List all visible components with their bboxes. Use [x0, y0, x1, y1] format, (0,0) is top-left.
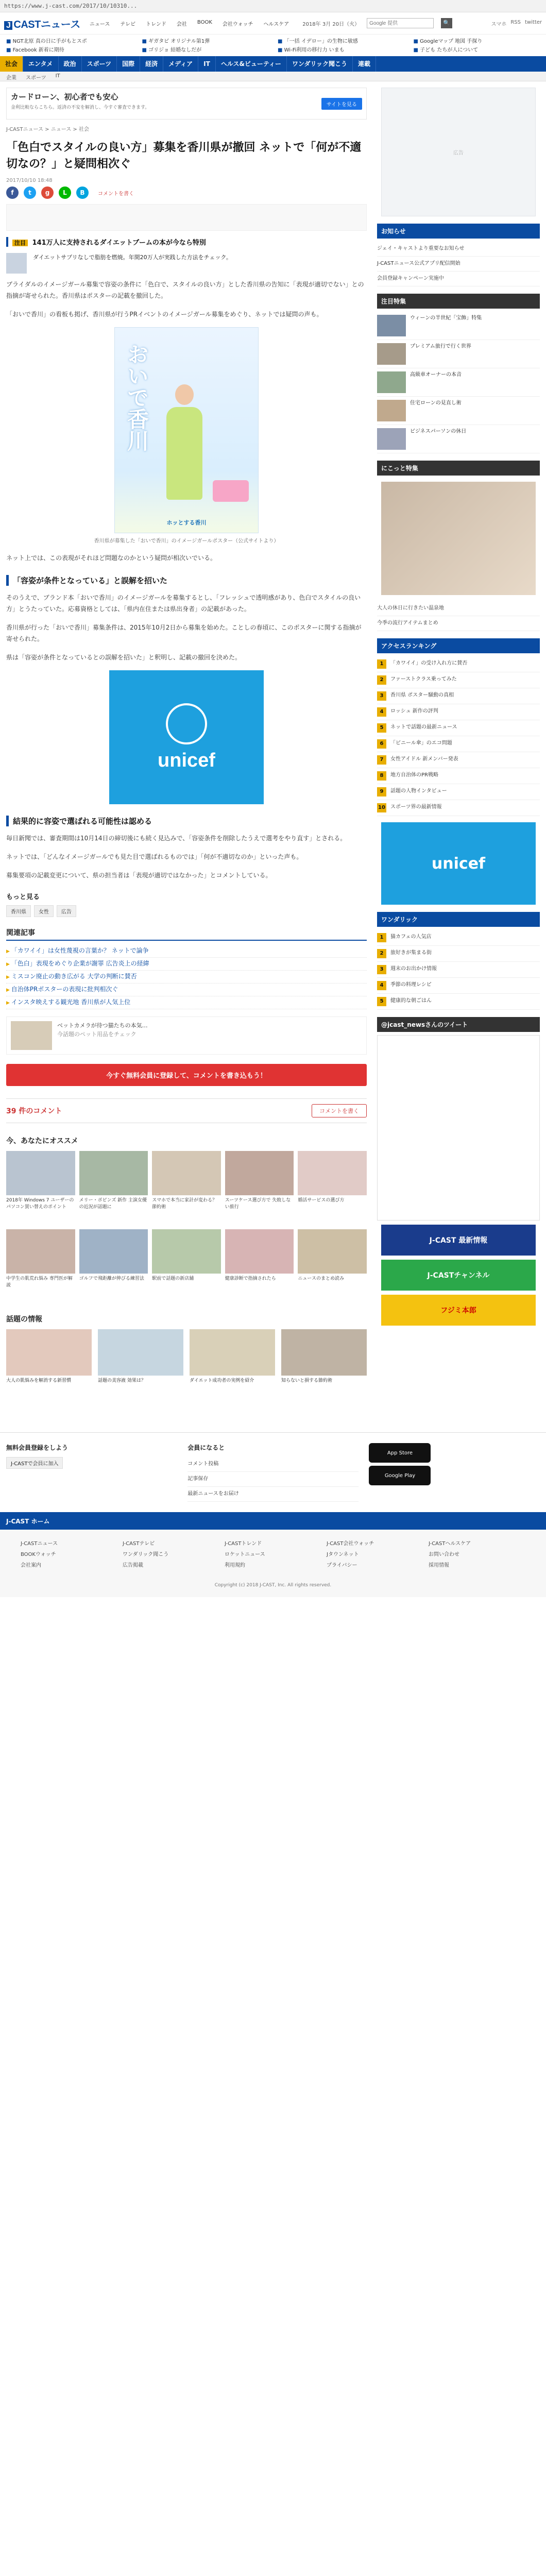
section-heading: 「容姿が条件となっている」と誤解を招いた [6, 575, 367, 586]
topnav-item[interactable]: テレビ [120, 21, 136, 27]
related-list [6, 945, 367, 1009]
twitter-icon[interactable]: t [24, 187, 36, 199]
pickup-card[interactable]: ビジネスパーソンの休日 [377, 425, 540, 453]
paragraph: ブライダルのイメージガール募集で容姿の条件に「色白で、スタイルの良い方」とした香川県の告知に「表現が適切でない」との指摘が寄せられた。香川県はポスターの記載を撤回した。 [6, 281, 364, 299]
sidebar [377, 88, 540, 1417]
tiles-grid [6, 1329, 367, 1404]
ranking-item[interactable]: 4 ロッシュ 新作の評判 [377, 704, 540, 720]
ticker-item[interactable]: ■ Facebook 新着に期待 [6, 45, 133, 53]
section-heading: 結果的に容姿で選ばれる可能性は認める [6, 816, 367, 826]
unicef-logo [109, 670, 264, 804]
copyright: Copyright (c) 2018 J-CAST, Inc. All rights reserved. [0, 1578, 546, 1597]
benefit-heading: 会員になると [187, 1444, 225, 1451]
news-item[interactable]: 会員登録キャンペーン実施中 [377, 272, 540, 286]
pickup-card[interactable]: 住宅ローンの見直し術 [377, 397, 540, 425]
tile-card[interactable]: ダイエット成功者の実例を紹介 [190, 1329, 275, 1404]
google-play-badge[interactable]: Google Play [369, 1466, 431, 1485]
signup-heading: 無料会員登録をしよう [6, 1444, 69, 1451]
figure-caption: 香川県が募集した「おいで香川」のイメージガールポスター（公式サイトより） [94, 538, 279, 544]
comment-link[interactable]: コメントを書く [98, 191, 134, 197]
trend-list [377, 601, 540, 631]
footer-link[interactable]: Jタウンネット [327, 1552, 359, 1557]
tag-pill[interactable]: 女性 [34, 905, 54, 917]
ranking-item[interactable]: 9 話題の人物インタビュー [377, 784, 540, 800]
mainnav-item[interactable]: ワンダリック聞こう [287, 56, 353, 72]
sidebar-heading: アクセスランキング [377, 638, 540, 653]
trend-photo[interactable] [381, 482, 536, 595]
poster-text: おいで香川 [124, 343, 149, 451]
sidebar-unicef-banner[interactable]: unicef [381, 822, 536, 905]
tag-list [6, 905, 367, 917]
ranking-item[interactable]: 3 週末のお出かけ情報 [377, 962, 540, 978]
mainnav-item[interactable]: メディア [163, 56, 198, 72]
mainnav-item[interactable]: 連載 [353, 56, 376, 72]
ranking2-list [377, 930, 540, 1010]
breadcrumb[interactable]: J-CASTニュース > ニュース > 社会 [6, 127, 89, 132]
recommend-card[interactable]: ニュースのまとめ読み [298, 1229, 367, 1302]
site-header [0, 12, 546, 81]
ranking-item[interactable]: 2 旅好きが集まる街 [377, 946, 540, 962]
related-item[interactable]: ▶ 「色白」表現をめぐり企業が謝罪 広告炎上の経緯 [6, 958, 367, 971]
ticker-item[interactable]: ■ Googleマップ 地図 手探り [414, 37, 540, 44]
promo-card[interactable] [6, 1016, 367, 1055]
footer-nav[interactable]: J-CAST ホーム [0, 1512, 546, 1530]
ranking-item[interactable]: 6 「ビニール傘」のエコ問題 [377, 736, 540, 752]
ranking-item[interactable]: 8 地方自治体のPR戦略 [377, 768, 540, 784]
recommend-card[interactable]: 中学生の肌荒れ悩み 専門医が解説 [6, 1229, 75, 1302]
header-links [491, 20, 542, 27]
footer-link[interactable]: ロケットニュース [225, 1552, 265, 1557]
main-nav [0, 56, 546, 72]
mainnav-item[interactable]: ヘルス&ビューティー [216, 56, 287, 72]
news-list [377, 242, 540, 286]
poster-image [114, 327, 259, 533]
ranking-item[interactable]: 5 ネットで話題の最新ニュース [377, 720, 540, 736]
recommend-card[interactable]: スマホで本当に家計が変わる？節約術 [152, 1151, 221, 1224]
topnav-item[interactable]: BOOK [197, 19, 212, 25]
lead-promo[interactable] [6, 253, 367, 274]
paragraph: 香川県が行った「おいで香川」募集条件は、2015年10月2日から募集を始めた。ことしの春頃に、このポスターに関する指摘が寄せられた。 [6, 624, 362, 642]
subnav-item[interactable]: IT [55, 73, 60, 79]
unicef-figure [6, 670, 367, 804]
ranking-item[interactable]: 10 スポーツ界の最新情報 [377, 800, 540, 816]
topnav-item[interactable]: ニュース [89, 21, 110, 27]
topnav-item[interactable]: 会社 [176, 21, 187, 27]
benefit-item: コメント投稿 [187, 1457, 359, 1472]
ranking-item[interactable]: 7 女性アイドル 新メンバー発表 [377, 752, 540, 768]
related-item[interactable]: ▶ 自治体PRポスターの表現に批判相次ぐ [6, 984, 367, 996]
ranking-item[interactable]: 1 猫カフェの人気店 [377, 930, 540, 946]
header-link[interactable]: twitter [525, 19, 542, 25]
inline-ad[interactable] [6, 204, 367, 231]
paragraph: 「おいで香川」の看板も掲げ、香川県が行うPRイベントのイメージガール募集をめぐり、ネットでは疑問の声も。 [6, 311, 323, 318]
pickup-card[interactable]: プレミアム旅行で行く世界 [377, 340, 540, 368]
site-logo[interactable]: J CASTニュース [4, 16, 80, 31]
header-link[interactable]: スマホ [491, 21, 507, 27]
footer-link[interactable]: お問い合わせ [429, 1552, 459, 1557]
related-item[interactable]: ▶ インスタ映えする観光地 香川県が人気上位 [6, 996, 367, 1009]
footer-link[interactable]: J-CASTニュース [21, 1541, 58, 1547]
sub-nav [0, 72, 546, 81]
recommend-card[interactable]: ゴルフで飛距離が伸びる練習法 [79, 1229, 148, 1302]
trend-item[interactable]: 大人の休日に行きたい温泉地 [377, 601, 540, 616]
sidebar-ad[interactable]: 広告 [381, 88, 536, 216]
mainnav-item[interactable]: 政治 [59, 56, 82, 72]
ad-desc: 金利比較ならこちら。返済の不安を解消し、今すぐ審査できます。 [11, 105, 150, 110]
comment-count[interactable]: 39 件のコメント [6, 1107, 62, 1115]
mainnav-item-society[interactable]: 社会 [0, 56, 23, 72]
footer-link[interactable]: J-CAST会社ウォッチ [327, 1541, 374, 1547]
footer-link[interactable]: 採用情報 [429, 1563, 449, 1568]
benefit-item: 最新ニュースをお届け [187, 1487, 359, 1502]
paragraph: ネットでは、「どんなイメージガールでも見た目で選ばれるものでは」「何が不適切なのか」といった声も。 [6, 853, 303, 860]
search-icon[interactable]: 🔍 [441, 18, 452, 28]
google-plus-icon[interactable]: g [41, 187, 54, 199]
tags-heading: もっと見る [6, 893, 40, 901]
top-ad[interactable] [6, 88, 367, 120]
trend-item[interactable]: 今季の流行アイテムまとめ [377, 616, 540, 631]
lead-headline[interactable] [6, 237, 367, 247]
footer-link[interactable]: 広告掲載 [123, 1563, 143, 1568]
recommend-heading: 今、あなたにオススメ [6, 1137, 78, 1145]
pre-footer [0, 1432, 546, 1512]
paragraph: ネット上では、この表現がそれほど問題なのかという疑問が相次いでいる。 [6, 554, 217, 562]
ranking-item[interactable]: 2 ファーストクラス乗ってみた [377, 672, 540, 688]
header-link[interactable]: RSS [510, 19, 521, 25]
footer-link[interactable]: 利用規約 [225, 1563, 245, 1568]
article-title: 「色白でスタイルの良い方」募集を香川県が撤回 ネットで「何が不適切なの？」と疑問相次ぐ [6, 141, 362, 171]
footer-link[interactable]: J-CASTヘルスケア [429, 1541, 471, 1547]
ad-title: カードローン、初心者でも安心 [11, 92, 118, 101]
ticker-item[interactable]: ■ ギガタビ オリジナル第1弾 [142, 37, 269, 44]
lead-small-text: ダイエットサプリなしで脂肪を燃焼。年間20万人が実践した方法をチェック。 [33, 254, 232, 261]
address-bar[interactable]: https://www.j-cast.com/2017/10/10310... [0, 0, 546, 12]
globe-icon [166, 703, 207, 744]
news-item[interactable]: ジェイ・キャストより重要なお知らせ [377, 242, 540, 257]
lead-thumbnail [6, 253, 27, 274]
mainnav-item[interactable]: 経済 [140, 56, 163, 72]
footer-links [0, 1530, 546, 1578]
paragraph: そのうえで、ブランド本「おいで香川」のイメージガールを募集するとし、「フレッシュで透明感があり、色白でスタイルの良い方」とうたっていた。応募資格としては、「県内在住または県出身者」の記載があった。 [6, 594, 361, 613]
benefit-item: 記事保存 [187, 1472, 359, 1487]
ticker-item[interactable]: ■ 「一括 イデロー」の生物に敏感 [278, 37, 404, 44]
recommend-card[interactable]: 健康診断で指摘されたら [225, 1229, 294, 1302]
pickup-card[interactable]: ウィーンの半世紀「宝飾」特集 [377, 312, 540, 340]
subnav-item[interactable]: スポーツ [26, 75, 46, 81]
paragraph: 募集要項の記載変更について、県の担当者は「表現が適切ではなかった」とコメントしている。 [6, 872, 272, 879]
app-store-badge[interactable]: App Store [369, 1443, 431, 1463]
line-icon[interactable]: L [59, 187, 71, 199]
topnav-item[interactable]: ヘルスケア [263, 21, 289, 27]
footer-link[interactable]: J-CASTテレビ [123, 1541, 155, 1547]
topnav-item[interactable]: 会社ウォッチ [222, 21, 253, 27]
pickup-card[interactable]: 高級車オーナーの本音 [377, 368, 540, 397]
related-item[interactable]: ▶ 「カワイイ」は女性蔑視の言葉か？ ネットで論争 [6, 945, 367, 958]
mainnav-item[interactable]: スポーツ [82, 56, 117, 72]
lead-tag: 注目 [12, 240, 28, 246]
poster-caption: ホッとする香川 [166, 519, 207, 526]
ranking-list [377, 656, 540, 816]
ticker-item[interactable]: ■ NGT北原 真の日に手がもとスポ [6, 37, 133, 44]
facebook-icon[interactable]: f [6, 187, 19, 199]
footer-link[interactable]: ワンダリック聞こう [123, 1552, 169, 1557]
sidebar-heading: @jcast_newsさんのツイート [377, 1017, 540, 1032]
tile-card[interactable]: 知らないと損する節約術 [281, 1329, 367, 1404]
news-ticker [0, 34, 546, 56]
sidebar-heading: 注目特集 [377, 294, 540, 309]
publish-date: 2017/10/10 18:48 [6, 178, 53, 183]
ranking-item[interactable]: 4 季節の料理レシピ [377, 978, 540, 994]
ticker-item[interactable]: ■ Wi-Fi利用の移行力 いまも [278, 45, 404, 53]
tiles-heading: 話題の情報 [6, 1315, 42, 1324]
sidebar-banner[interactable]: J-CAST 最新情報 [381, 1225, 536, 1256]
sidebar-banner[interactable]: フジミ本郎 [381, 1295, 536, 1326]
ticker-item[interactable]: ■ ゴリジョ 結婚なしだが [142, 45, 269, 53]
article-column [6, 88, 367, 1417]
signup-button[interactable]: J-CASTで会員に加入 [6, 1457, 63, 1469]
paragraph: 毎日新聞では、審査期間は10月14日の締切後にも続く見込みで、「容姿条件を削除したうえで選考をやり直す」とされる。 [6, 835, 347, 842]
share-buttons [6, 187, 367, 199]
recommend-card[interactable]: メリー・ポピンズ 新作 主演女優の近況が話題に [79, 1151, 148, 1224]
twitter-timeline[interactable] [377, 1035, 540, 1221]
recommend-card[interactable]: 2018年 Windows 7 ユーザーのパソコン買い替えのポイント [6, 1151, 75, 1224]
register-cta-button[interactable]: 今すぐ無料会員に登録して、コメントを書き込もう！ [6, 1064, 367, 1086]
top-nav [88, 19, 291, 28]
recommend-card[interactable]: スーツケース選び方で 失敗しない旅行 [225, 1151, 294, 1224]
news-item[interactable]: J-CASTニュース公式アプリ配信開始 [377, 257, 540, 272]
poster-sign [213, 480, 249, 502]
tile-card[interactable]: 大人の肌悩みを解消する新習慣 [6, 1329, 92, 1404]
pickup-list [377, 312, 540, 453]
subnav-item[interactable]: 企業 [6, 75, 16, 81]
mainnav-item[interactable]: 国際 [117, 56, 140, 72]
lead-heading-text: 141万人に支持されるダイエットブームの本が今なら特別 [32, 239, 206, 247]
hatena-icon[interactable]: B [76, 187, 89, 199]
paragraph: 県は「容姿が条件となっているとの誤解を招いた」と釈明し、記載の撤回を決めた。 [6, 654, 242, 661]
recommend-card[interactable]: 婚活サービスの選び方 [298, 1151, 367, 1224]
footer-link[interactable]: プライバシー [327, 1563, 357, 1568]
ranking-item[interactable]: 1 「カワイイ」の受け入れ方に賛否 [377, 656, 540, 672]
poster-person [161, 384, 208, 503]
footer-link[interactable]: 会社案内 [21, 1563, 41, 1568]
promo-sub: 今話題のペット用品をチェック [57, 1031, 136, 1038]
unicef-text: unicef [158, 749, 215, 771]
ranking-item[interactable]: 3 香川県 ポスター騒動の真相 [377, 688, 540, 704]
comments-bar [6, 1098, 367, 1123]
current-date: 2018年 3月 20日（火） [302, 21, 360, 27]
topnav-item[interactable]: トレンド [146, 21, 166, 27]
recommend-grid [6, 1151, 367, 1302]
footer-link[interactable]: BOOKウォッチ [21, 1552, 56, 1557]
tag-pill[interactable]: 香川県 [6, 905, 31, 917]
write-comment-button[interactable]: コメントを書く [312, 1104, 367, 1117]
footer-link[interactable]: J-CASTトレンド [225, 1541, 262, 1547]
ticker-item[interactable]: ■ 子ども たちが人について [414, 45, 540, 53]
sidebar-heading: お知らせ [377, 224, 540, 239]
related-heading: 関連記事 [6, 927, 367, 941]
related-item[interactable]: ▶ ミスコン廃止の動き広がる 大学の判断に賛否 [6, 971, 367, 984]
promo-text: ベットカメラが待つ猫たちの本気… [57, 1022, 148, 1029]
tile-card[interactable]: 話題の美容液 効果は？ [98, 1329, 183, 1404]
ranking-item[interactable]: 5 健康的な朝ごはん [377, 994, 540, 1010]
tag-pill[interactable]: 広告 [57, 905, 76, 917]
mainnav-item[interactable]: エンタメ [23, 56, 59, 72]
recommend-card[interactable]: 駅前で話題の新店舗 [152, 1229, 221, 1302]
poster-figure [114, 327, 259, 533]
sidebar-heading: ワンダリック [377, 912, 540, 927]
mainnav-item[interactable]: IT [198, 56, 216, 72]
sidebar-banner[interactable]: J-CASTチャンネル [381, 1260, 536, 1291]
promo-image [11, 1021, 52, 1050]
sidebar-heading: にこっと特集 [377, 461, 540, 476]
ad-button[interactable]: サイトを見る [321, 98, 362, 110]
search-input[interactable] [367, 18, 434, 28]
